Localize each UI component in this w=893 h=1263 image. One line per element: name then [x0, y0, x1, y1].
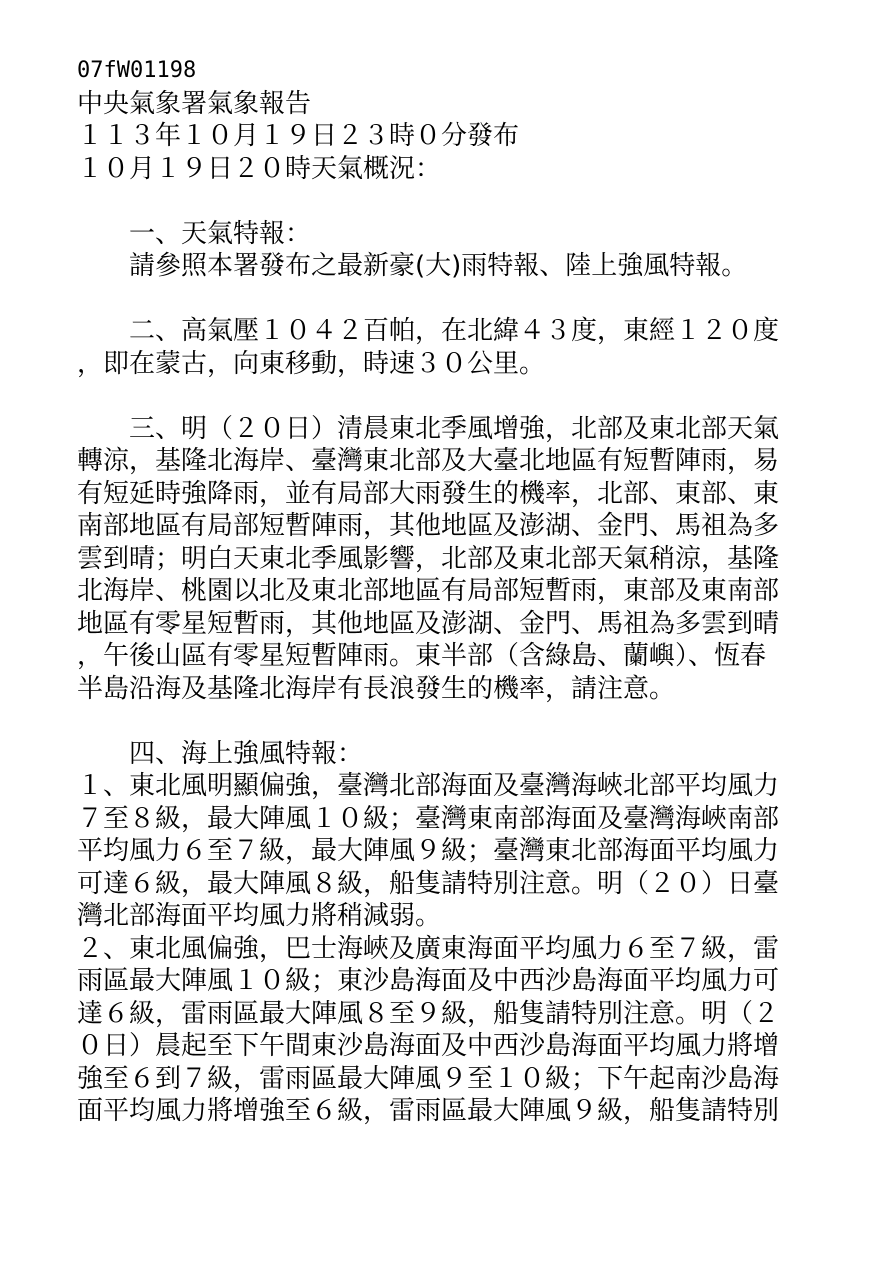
issue-time: １１３年１０月１９日２３時０分發布 [77, 121, 520, 151]
paragraph-line: 二、高氣壓１０４２百帕，在北緯４３度，東經１２０度 [129, 316, 780, 346]
paragraph-line: ７至８級，最大陣風１０級；臺灣東南部海面及臺灣海峽南部 [77, 803, 780, 834]
section-marine-warning [77, 738, 807, 1128]
paragraph-line: 三、明（２０日）清晨東北季風增強，北部及東北部天氣 [129, 413, 780, 444]
paragraph-line: 北海岸、桃園以北及東北部地區有局部短暫雨，東部及東南部 [77, 576, 780, 606]
section-forecast [77, 413, 807, 706]
paragraph-line: 轉涼，基隆北海岸、臺灣東北部及大臺北地區有短暫陣雨，易 [77, 446, 780, 476]
paragraph-line: 平均風力６至７級，最大陣風９級；臺灣東北部海面平均風力 [77, 836, 780, 866]
paragraph-line: 請參照本署發布之最新豪(大)雨特報、陸上強風特報。 [129, 251, 748, 281]
paragraph-line: 有短延時強降雨，並有局部大雨發生的機率，北部、東部、東 [77, 478, 780, 509]
document-id: 07fW01198 [77, 58, 197, 83]
marine-item-2 [77, 933, 807, 1128]
paragraph-line: 半島沿海及基隆北海岸有長浪發生的機率，請注意。 [77, 673, 676, 704]
agency-title: 中央氣象署氣象報告 [77, 88, 312, 119]
paragraph-line: 南部地區有局部短暫陣雨，其他地區及澎湖、金門、馬祖為多 [77, 511, 780, 541]
section-high-pressure [77, 315, 807, 380]
spacer [77, 185, 807, 218]
paragraph-line: １、東北風明顯偏強，臺灣北部海面及臺灣海峽北部平均風力 [77, 771, 780, 801]
paragraph-line: ，即在蒙古，向東移動，時速３０公里。 [77, 348, 546, 379]
overview-heading: １０月１９日２０時天氣概況： [77, 153, 442, 184]
paragraph-line: 地區有零星短暫雨，其他地區及澎湖、金門、馬祖為多雲到晴 [77, 608, 780, 639]
paragraph-line: 灣北部海面平均風力將稍減弱。 [77, 901, 442, 931]
paragraph-line: ，午後山區有零星短暫陣雨。東半部（含綠島、蘭嶼）、恆春 [77, 641, 767, 671]
paragraph-line: 面平均風力將增強至６級，雷雨區最大陣風９級，船隻請特別 [77, 1096, 780, 1126]
paragraph-line: 雨區最大陣風１０級；東沙島海面及中西沙島海面平均風力可 [77, 966, 780, 996]
paragraph-line: 強至６到７級，雷雨區最大陣風９至１０級；下午起南沙島海 [77, 1063, 780, 1094]
paragraph-line: 可達６級，最大陣風８級，船隻請特別注意。明（２０）日臺 [77, 868, 780, 899]
spacer [77, 283, 807, 316]
section-heading: 一、天氣特報： [129, 218, 312, 249]
section-weather-warning [77, 218, 807, 283]
paragraph-line: ０日）晨起至下午間東沙島海面及中西沙島海面平均風力將增 [77, 1031, 780, 1061]
section-heading: 四、海上強風特報： [129, 738, 364, 769]
paragraph-line: 雲到晴；明白天東北季風影響，北部及東北部天氣稍涼，基隆 [77, 543, 780, 574]
spacer [77, 705, 807, 738]
marine-item-1 [77, 770, 807, 933]
weather-report-page [77, 55, 807, 1128]
paragraph-line: 達６級，雷雨區最大陣風８至９級，船隻請特別注意。明（２ [77, 998, 780, 1029]
spacer [77, 380, 807, 413]
paragraph-line: ２、東北風偏強，巴士海峽及廣東海面平均風力６至７級，雷 [77, 933, 780, 964]
